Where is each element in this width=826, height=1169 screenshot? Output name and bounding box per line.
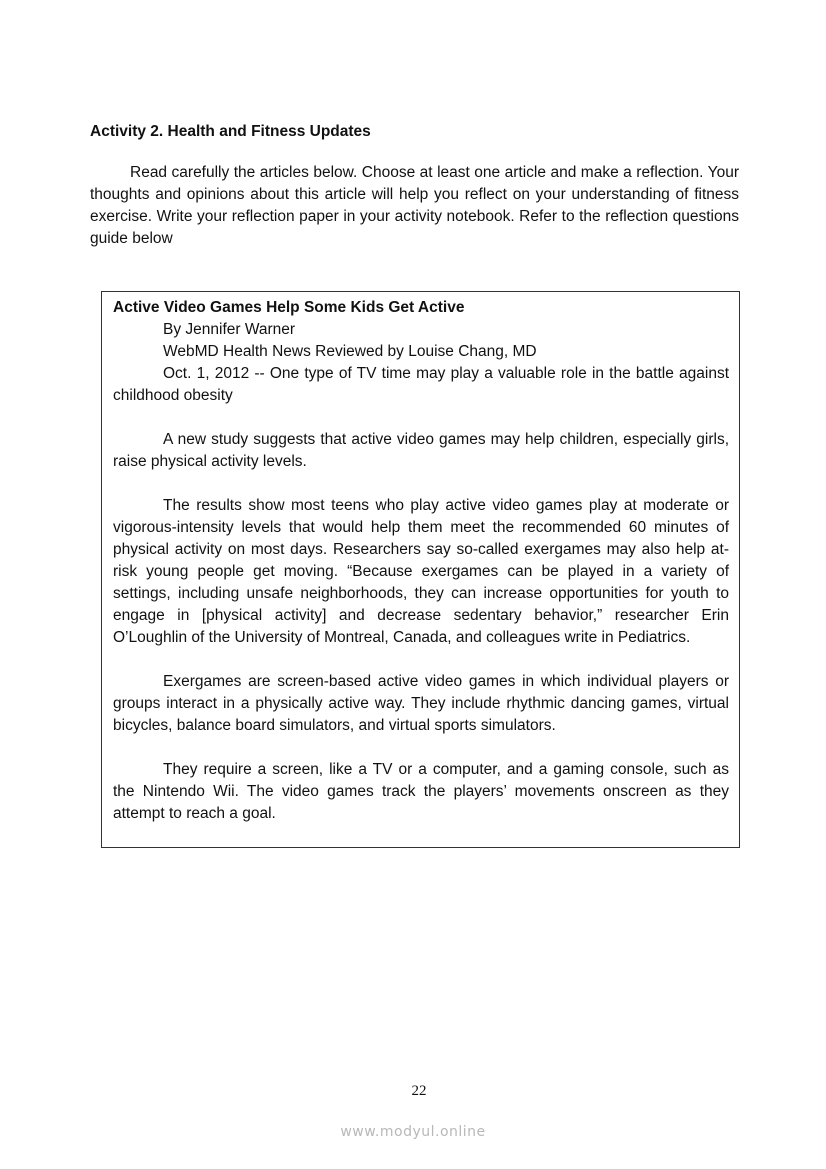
watermark: www.modyul.online	[340, 1124, 486, 1140]
article-paragraph: Exergames are screen-based active video games in which individual players or groups interact in a physically active way. They include rhythmic dancing games, virtual bicycles, balance board simulators, and virtual sports simulators.	[113, 673, 729, 734]
page-number: 22	[411, 1083, 427, 1099]
article-box	[101, 291, 740, 848]
article-byline: By Jennifer Warner	[163, 321, 296, 338]
article-source: WebMD Health News Reviewed by Louise Chang, MD	[163, 343, 537, 360]
activity-title: Activity 2. Health and Fitness Updates	[90, 123, 371, 140]
article-paragraph: They require a screen, like a TV or a computer, and a gaming console, such as the Nintendo Wii. The video games track the players’ movements onscreen as they attempt to reach a goal.	[113, 761, 729, 822]
article-title: Active Video Games Help Some Kids Get Active	[113, 299, 465, 316]
article-paragraph: A new study suggests that active video games may help children, especially girls, raise physical activity levels.	[113, 431, 729, 470]
paragraph-spacer	[113, 737, 729, 759]
paragraph-spacer	[113, 649, 729, 671]
activity-instructions: Read carefully the articles below. Choose at least one article and make a reflection. Your thoughts and opinions about this article will help you reflect on your understanding of fitness exercise. Write your reflection paper in your activity notebook. Refer to the reflection questions guide below	[90, 164, 739, 247]
paragraph-spacer	[113, 473, 729, 495]
article-lede: Oct. 1, 2012 -- One type of TV time may play a valuable role in the battle against childhood obesity	[113, 365, 729, 404]
article-paragraph: The results show most teens who play active video games play at moderate or vigorous-intensity levels that would help them meet the recommended 60 minutes of physical activity on most days. Researchers say so-called exergames may also help at-risk young people get moving. “Because exergames can be played in a variety of settings, including unsafe neighborhoods, they can increase opportunities for youth to engage in [physical activity] and decrease sedentary behavior,” researcher Erin O’Loughlin of the University of Montreal, Canada, and colleagues write in Pediatrics.	[113, 497, 729, 646]
paragraph-spacer	[113, 407, 729, 429]
